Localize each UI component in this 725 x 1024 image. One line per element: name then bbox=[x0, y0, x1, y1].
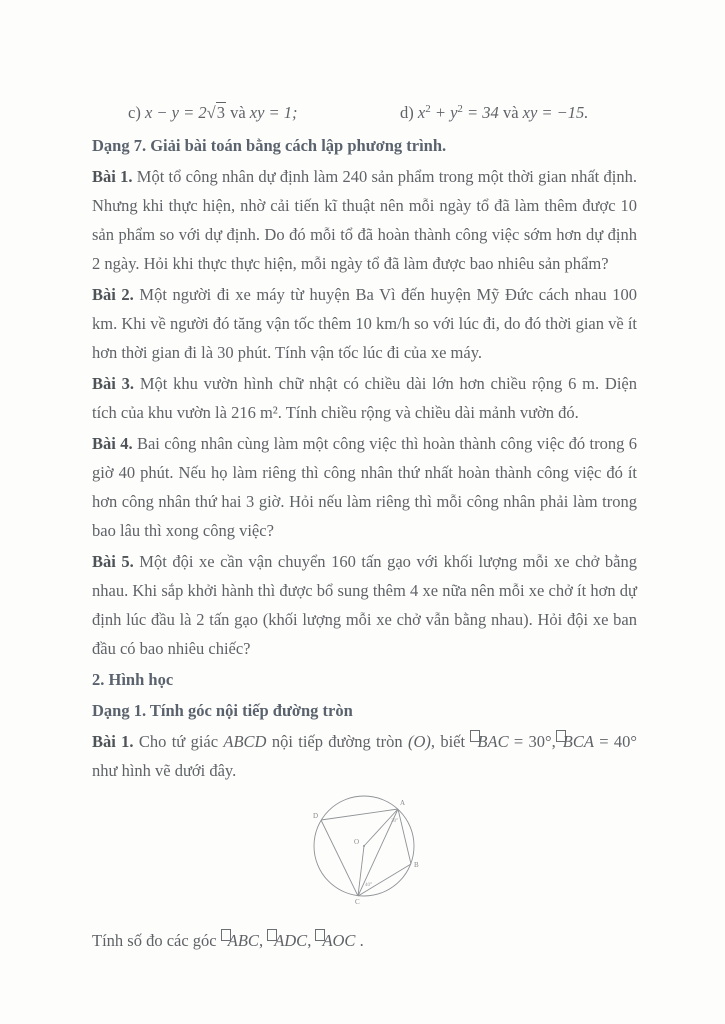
exercise-bai-3 bbox=[92, 369, 637, 427]
exercise-bai-1 bbox=[92, 162, 637, 278]
exercise-bai-5 bbox=[92, 547, 637, 663]
exercise-bai-4 bbox=[92, 429, 637, 545]
circle-name: (O) bbox=[407, 732, 431, 751]
heading-section-2: 2. Hình học bbox=[92, 670, 174, 689]
exercise-text: Một đội xe cần vận chuyển 160 tấn gạo với khối lượng mỗi xe chở bằng nhau. Khi sắp khởi hành thì được bổ sung thêm 4 xe nữa nên mỗi xe chở ít hơn dự định lúc đầu là 2 tấn gạo (khối lượng mỗi xe chở vẫn bằng nhau). Hỏi đội xe ban đầu có bao nhiêu chiếc? bbox=[92, 552, 637, 658]
subitem-c-conj: và bbox=[225, 103, 250, 122]
chord-DA bbox=[321, 809, 398, 820]
sqrt-expression: √3 bbox=[206, 103, 225, 122]
angle-name-abc: ABC bbox=[227, 931, 259, 950]
closing-instruction: Tính số đo các góc ABC, ADC, AOC . bbox=[92, 931, 364, 950]
angle-value-at-C: 40° bbox=[364, 883, 372, 888]
angle-value-at-A: 30° bbox=[390, 819, 398, 824]
subitem-c-math: x − y = 2 bbox=[144, 103, 207, 122]
angle-name-adc: ADC bbox=[274, 931, 308, 950]
exercise-geometry-bai-1: Bài 1. Cho tứ giác ABCD nội tiếp đường tròn (O), biết BAC = 30°, BCA = 40° như hình vẽ dưới đây. bbox=[92, 732, 638, 780]
subitem-c-math-suffix: xy = 1; bbox=[249, 103, 298, 122]
exercise-label: Bài 1. bbox=[92, 167, 133, 186]
inscribed-quadrilateral-diagram bbox=[304, 789, 426, 907]
equation-subitems-line bbox=[92, 98, 637, 129]
point-label-C: C bbox=[354, 898, 360, 906]
subitem-c-label: c) bbox=[128, 103, 145, 122]
exercise-label: Bài 1. bbox=[92, 732, 134, 751]
subitem-c bbox=[128, 98, 298, 127]
radius-OA bbox=[364, 809, 398, 846]
subitem-d-label: d) bbox=[400, 103, 418, 122]
heading-dang-7: Dạng 7. Giải bài toán bằng cách lập phương trình. bbox=[92, 136, 447, 155]
exercise-label: Bài 5. bbox=[92, 552, 134, 571]
subitem-d-math-suffix: xy = −15. bbox=[522, 103, 589, 122]
exercise-label: Bài 3. bbox=[92, 374, 135, 393]
angle-name-bca: BCA bbox=[562, 732, 594, 751]
exercise-bai-2 bbox=[92, 280, 637, 367]
exercise-text: Một người đi xe máy từ huyện Ba Vì đến huyện Mỹ Đức cách nhau 100 km. Khi về người đó tăng vận tốc thêm 10 km/h so với lúc đi, do đó thời gian về ít hơn thời gian đi là 30 phút. Tính vận tốc lúc đi của xe máy. bbox=[92, 285, 638, 362]
point-label-D: D bbox=[312, 812, 318, 820]
point-label-A: A bbox=[399, 799, 405, 807]
chord-CD bbox=[321, 820, 358, 896]
point-label-B: B bbox=[413, 861, 419, 869]
exercise-text: Bai công nhân cùng làm một công việc thì hoàn thành công việc đó trong 6 giờ 40 phút. Nếu họ làm riêng thì công nhân thứ nhất hoàn thành công việc đó ít hơn công nhân thứ hai 3 giờ. Hỏi nếu làm riêng thì mỗi công nhân phải làm trong bao lâu thì xong công việc? bbox=[92, 434, 637, 540]
heading-dang-1: Dạng 1. Tính góc nội tiếp đường tròn bbox=[92, 701, 353, 720]
exercise-text: Một khu vườn hình chữ nhật có chiều dài lớn hơn chiều rộng 6 m. Diện tích của khu vườn là 216 m². Tính chiều rộng và chiều dài mảnh vườn đó. bbox=[92, 374, 637, 422]
page-content bbox=[92, 98, 637, 957]
exercise-text: Một tổ công nhân dự định làm 240 sản phẩm trong một thời gian nhất định. Nhưng khi thực hiện, nhờ cải tiến kĩ thuật nên mỗi ngày tổ đã làm thêm được 10 sản phẩm so với dự định. Do đó mỗi tổ đã hoàn thành công việc sớm hơn dự định 2 ngày. Hỏi khi thực thực hiện, mỗi ngày tổ đã làm được bao nhiêu sản phẩm? bbox=[92, 167, 638, 273]
point-label-O: O bbox=[353, 838, 359, 846]
angle-name-aoc: AOC bbox=[322, 931, 356, 950]
quad-name: ABCD bbox=[223, 732, 267, 751]
sqrt-radicand: 3 bbox=[216, 103, 225, 122]
subitem-d-conj: và bbox=[498, 103, 523, 122]
exercise-label: Bài 2. bbox=[92, 285, 134, 304]
subitem-d: d) $x^2 + y^2 = 34$ và xy = −15. bbox=[400, 103, 589, 122]
center-point-O bbox=[363, 845, 365, 847]
angle-name-bac: BAC bbox=[477, 732, 509, 751]
circle-figure bbox=[92, 789, 637, 916]
exercise-label: Bài 4. bbox=[92, 434, 133, 453]
